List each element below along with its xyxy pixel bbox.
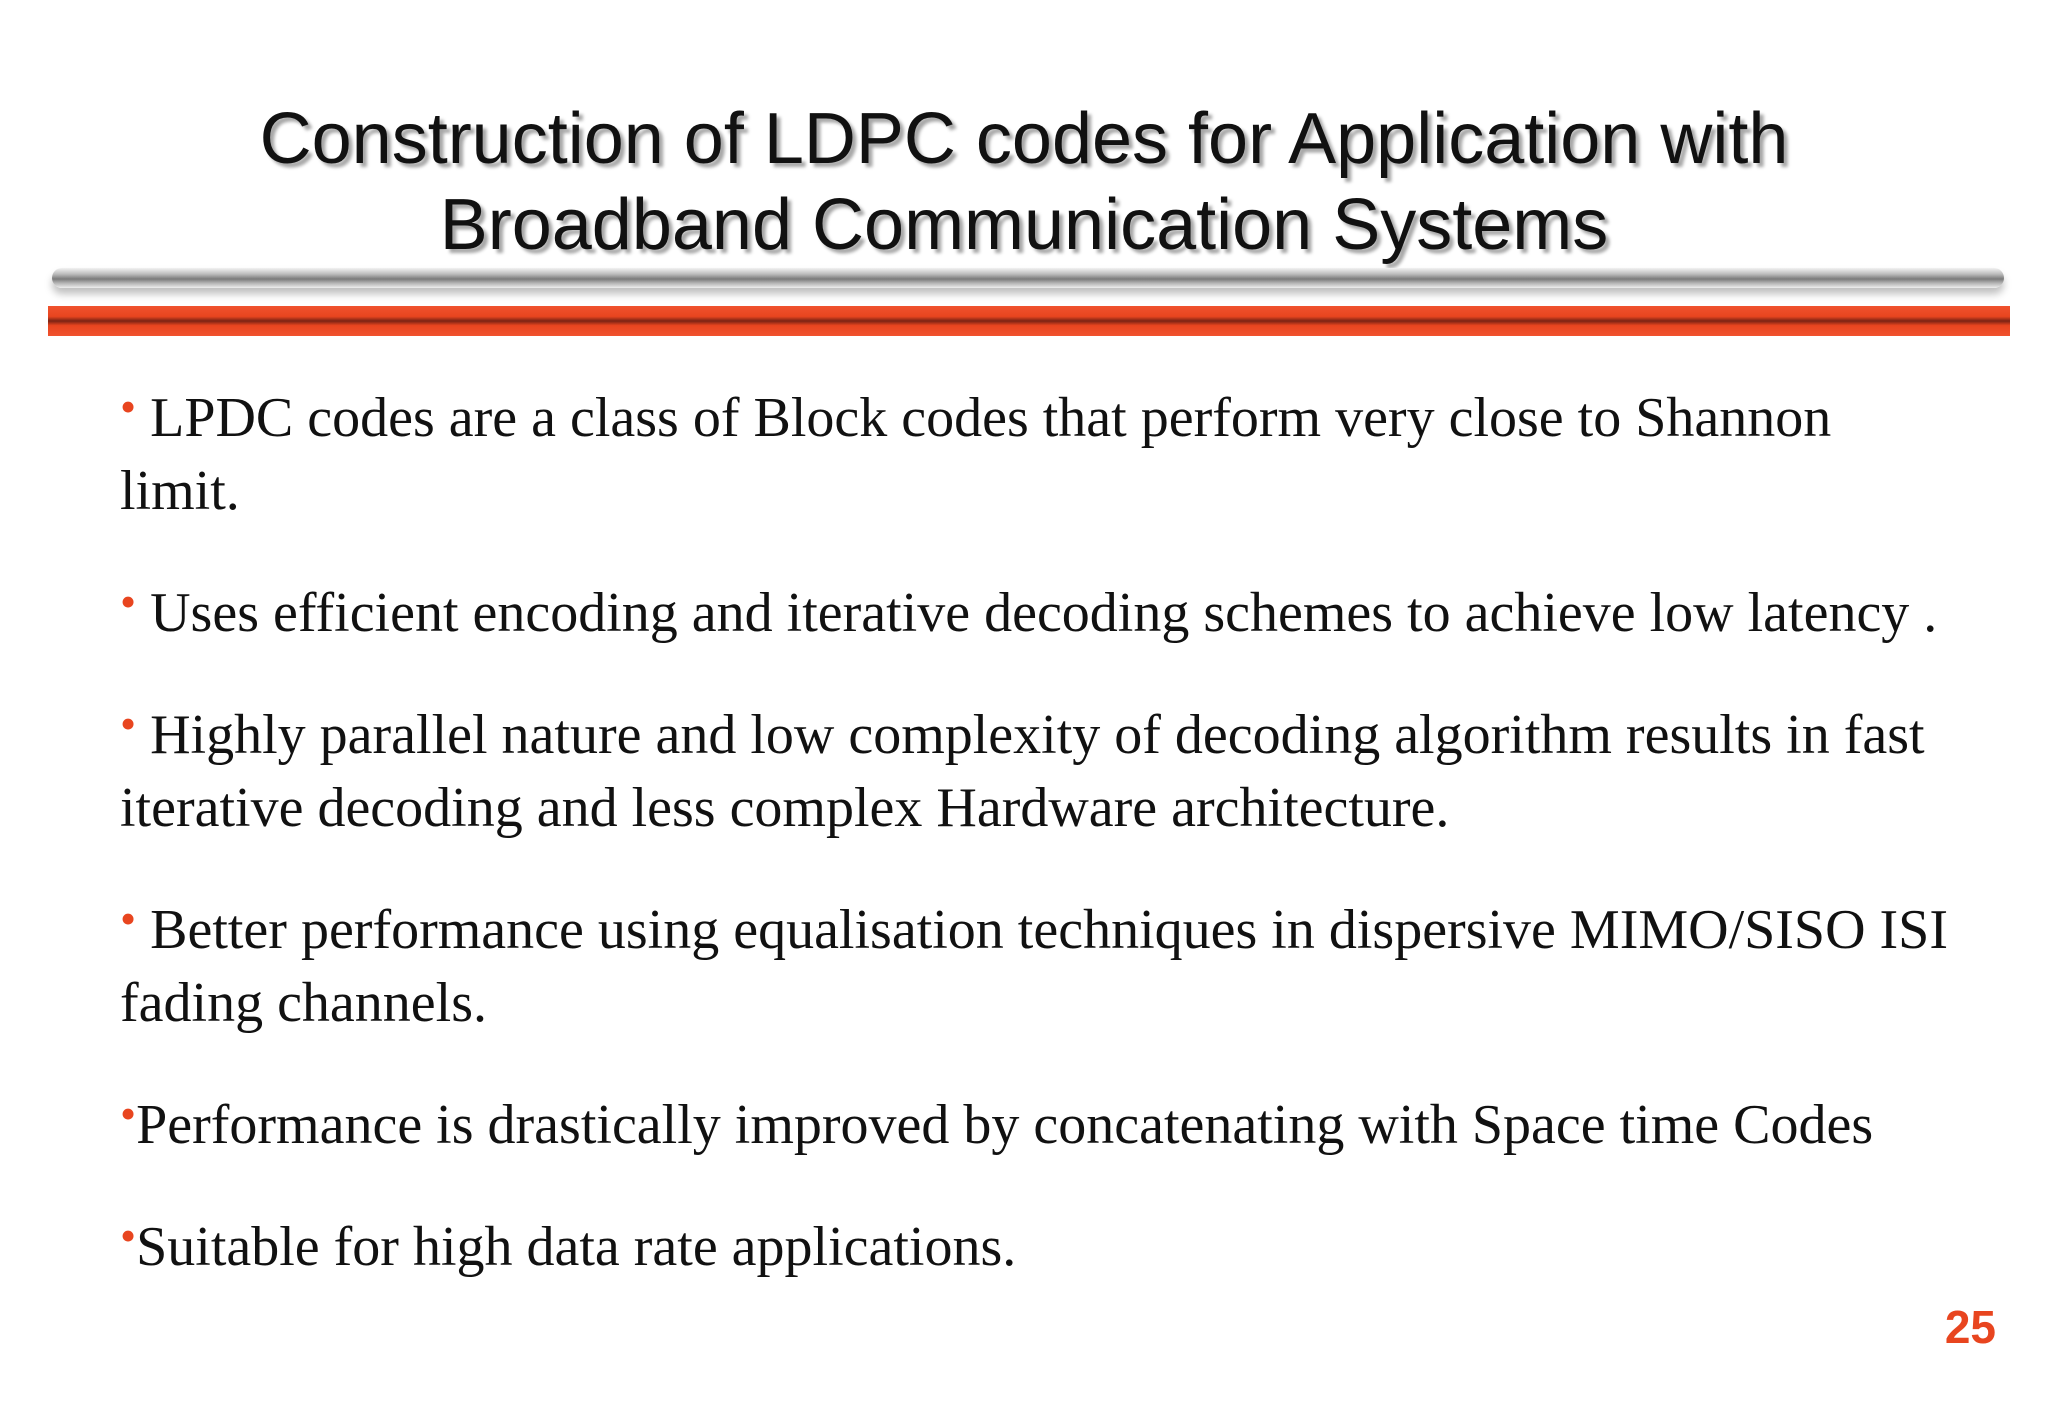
- bullet-text-4: Better performance using equalisation techniques in dispersive MIMO/SISO ISI fading channels.: [120, 899, 1948, 1034]
- bullet-item-3: [120, 687, 1960, 845]
- slide-title-line-2: Broadband Communication Systems: [439, 185, 1609, 265]
- page-number: 25: [1944, 1301, 1996, 1353]
- bullet-text-5: Performance is drastically improved by concatenating with Space time Codes: [136, 1094, 1874, 1156]
- bullet-text-1: LPDC codes are a class of Block codes that perform very close to Shannon limit.: [120, 387, 1832, 522]
- bullet-item-2: [120, 565, 1960, 650]
- title-divider-gray: [52, 268, 2004, 288]
- bullet-item-4: [120, 882, 1960, 1040]
- bullet-item-5: [120, 1077, 1960, 1162]
- slide-title: [0, 96, 2048, 268]
- slide-title-line-1: Construction of LDPC codes for Application with: [259, 99, 1789, 179]
- bullet-dot-icon: •: [120, 698, 137, 749]
- bullet-dot-icon: •: [120, 1088, 137, 1139]
- bullet-item-6: [120, 1199, 1960, 1284]
- bullet-item-1: [120, 370, 1960, 528]
- bullet-list: [120, 370, 1960, 1321]
- bullet-dot-icon: •: [120, 381, 137, 432]
- title-divider-red: [48, 306, 2010, 336]
- bullet-text-6: Suitable for high data rate applications.: [136, 1216, 1017, 1278]
- bullet-text-3: Highly parallel nature and low complexity of decoding algorithm results in fast iterative decoding and less complex Hardware architecture.: [120, 704, 1925, 839]
- bullet-dot-icon: •: [120, 893, 137, 944]
- bullet-dot-icon: •: [120, 576, 137, 627]
- bullet-dot-icon: •: [120, 1210, 137, 1261]
- bullet-text-2: Uses efficient encoding and iterative decoding schemes to achieve low latency .: [136, 582, 1938, 644]
